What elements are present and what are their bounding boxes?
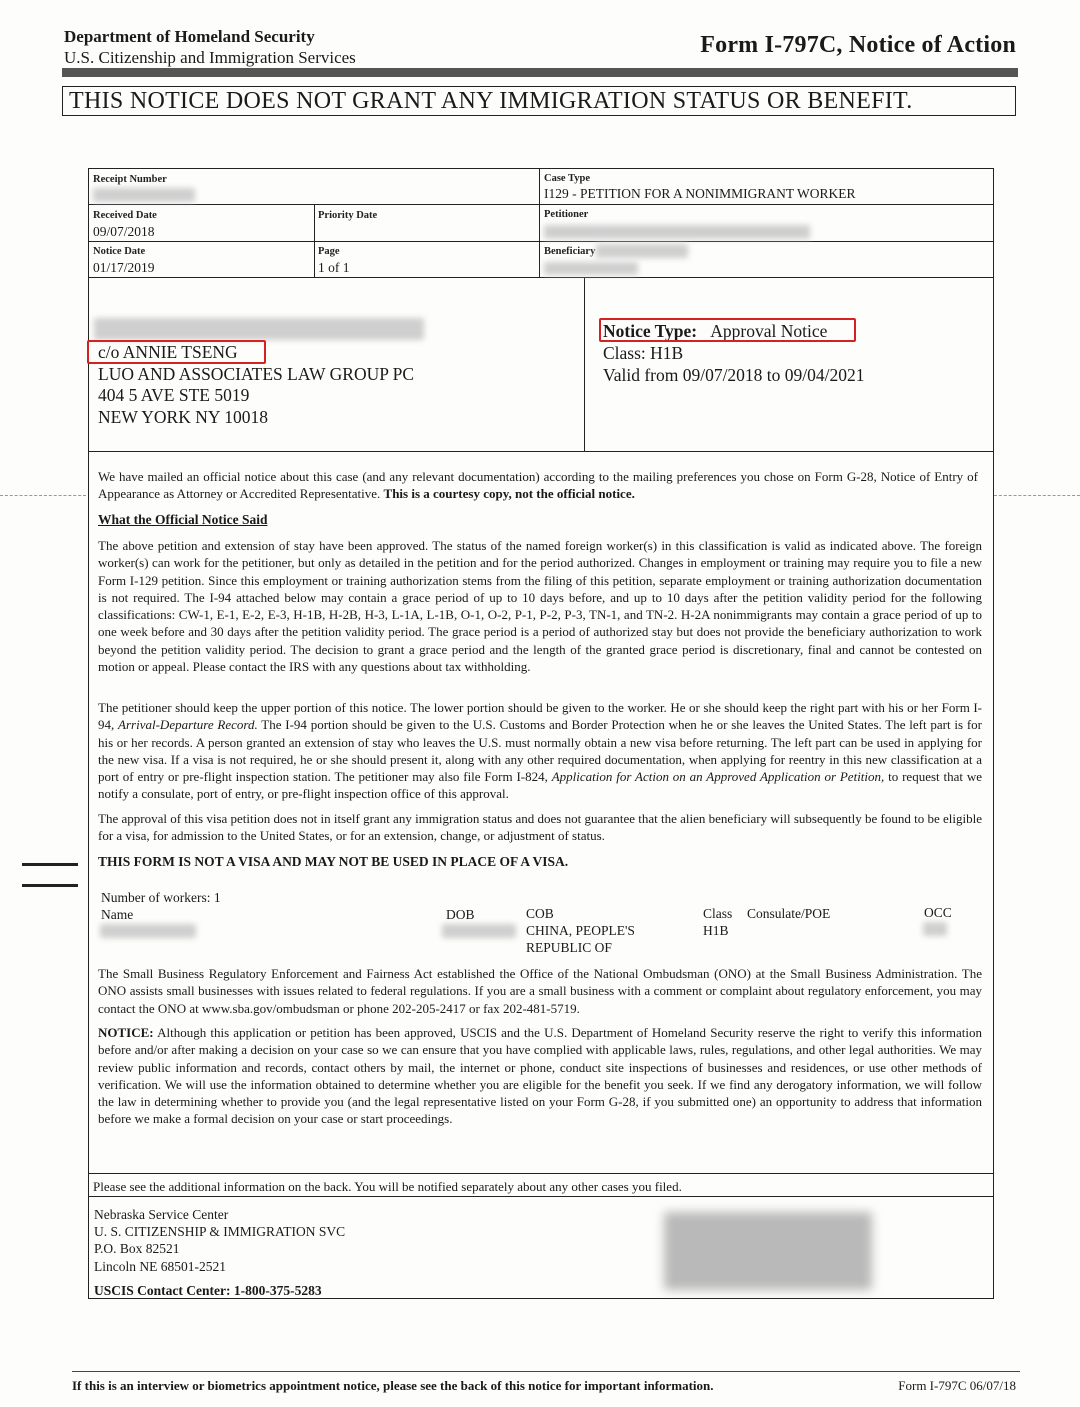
margin-tick <box>22 884 78 887</box>
agency-name: U.S. Citizenship and Immigration Services <box>64 48 356 67</box>
grid-line <box>88 1173 994 1174</box>
worker-cob-line: REPUBLIC OF <box>526 940 612 955</box>
notice-class: Class: H1B <box>603 343 684 363</box>
appointment-note: If this is an interview or biometrics appointment notice, please see the back of this notice for important information. <box>72 1378 714 1393</box>
service-center-address <box>94 1206 345 1275</box>
petitioner-text-b: The I-94 portion should be given to the U.S. Customs and Border Protection when he or she leaves the United States. The left part is for his or her records. A person granted an extension of stay who leaves the U.S. must normally obtain a new visa before returning. The left part can be used in applying for the new visa. If a visa is not required, he or she should present it, along with any other required documentation, when applying for reentry in this new classification at a port of entry or pre-flight inspection station. The petitioner may also file Form I-824, <box>98 717 983 785</box>
section-heading: What the Official Notice Said <box>98 512 268 527</box>
contact-center-line: USCIS Contact Center: 1-800-375-5283 <box>94 1283 322 1298</box>
worker-dob-label: DOB <box>446 907 475 922</box>
beneficiary-label: Beneficiary <box>544 246 596 257</box>
department-name: Department of Homeland Security <box>64 27 315 46</box>
page-value: 1 of 1 <box>318 260 350 275</box>
received-date-label: Received Date <box>93 210 157 221</box>
intro-text: We have mailed an official notice about this case (and any relevant documentation) according to the mailing preferences you chose on Form G-28, Notice of Entry of Appearance as Attorney or Accredited Representative. <box>98 469 978 502</box>
grid-line <box>314 204 315 277</box>
receipt-number-label: Receipt Number <box>93 174 167 185</box>
agency-header <box>64 26 356 68</box>
notice-date-label: Notice Date <box>93 246 146 257</box>
redacted-petitioner-name <box>94 318 424 340</box>
priority-date-label: Priority Date <box>318 210 378 221</box>
redacted-receipt-number <box>93 188 195 202</box>
redacted-worker-name <box>100 924 196 938</box>
redacted-petitioner <box>544 225 810 239</box>
notice-type-label: Notice Type: <box>603 321 698 341</box>
highlight-box <box>599 318 856 342</box>
page-label: Page <box>318 246 340 257</box>
perforation-line <box>994 495 1080 496</box>
service-center-line: U. S. CITIZENSHIP & IMMIGRATION SVC <box>94 1224 346 1240</box>
redacted-worker-dob <box>442 924 516 938</box>
grid-line <box>88 451 994 452</box>
service-center-line: Nebraska Service Center <box>94 1207 229 1222</box>
worker-occ-label: OCC <box>924 905 952 920</box>
notice-type-value: Approval Notice <box>710 321 828 341</box>
intro-paragraph <box>98 468 978 503</box>
service-center-line: P.O. Box 82521 <box>94 1241 180 1257</box>
notice-validity: Valid from 09/07/2018 to 09/04/2021 <box>603 365 865 385</box>
worker-consulate-label: Consulate/POE <box>747 906 831 921</box>
petitioner-label: Petitioner <box>544 209 589 220</box>
petitioner-paragraph <box>98 699 982 803</box>
worker-cob-line: CHINA, PEOPLE'S <box>526 923 635 938</box>
worker-cob <box>526 905 635 956</box>
verification-text: Although this application or petition has been approved, USCIS and the U.S. Department of Homeland Security reserve the right to verify this information before and/or after making a decision on your case so we can ensure that you have complied with applicable laws, rules, regulations, and other legal authorities. We may review public information and records, contact others by mail, the internet or phone, conduct site inspections of businesses and residences, or use other methods of verification. We will use the information obtained to determine whether you are eligible for the benefit you seek. If we find any derogatory information, we will follow the law in determining whether to provide you (and the legal representative listed on your Form G-28, if you submitted one) an opportunity to address that information before we make a formal decision on your case or start proceedings. <box>98 1025 982 1127</box>
highlight-box <box>87 340 266 364</box>
worker-class-value: H1B <box>703 923 729 938</box>
worker-cob-label: COB <box>526 906 554 921</box>
petitioner-text-italic: Application for Action on an Approved Application or Petition, <box>551 769 885 785</box>
redacted-beneficiary <box>544 262 638 275</box>
redacted-beneficiary <box>596 244 688 258</box>
form-edition: Form I-797C 06/07/18 <box>898 1378 1016 1393</box>
worker-name-label: Name <box>101 907 134 922</box>
notice-date-value: 01/17/2019 <box>93 260 155 275</box>
perforation-line <box>0 495 86 496</box>
street-line: 404 5 AVE STE 5019 <box>98 385 250 405</box>
firm-line: LUO AND ASSOCIATES LAW GROUP PC <box>98 363 415 384</box>
verification-paragraph <box>98 1024 982 1128</box>
city-line: NEW YORK NY 10018 <box>98 406 268 427</box>
notice-label: NOTICE: <box>98 1025 154 1040</box>
ombudsman-paragraph: The Small Business Regulatory Enforcement and Fairness Act established the Office of the National Ombudsman (ONO) at the Small Business Administration. The ONO assists small businesses with issues related to federal regulations. If you are a small business with a comment or complaint about regulatory enforcement, you may contact the ONO at www.sba.gov/ombudsman or phone 202-205-2417 or fax 202-481-5719. <box>98 966 982 1016</box>
margin-tick <box>22 863 78 866</box>
received-date-value: 09/07/2018 <box>93 224 155 239</box>
petitioner-text-italic: Arrival-Departure Record. <box>118 717 258 733</box>
care-of-line: c/o ANNIE TSENG <box>98 342 238 362</box>
case-type-label: Case Type <box>544 173 590 184</box>
grid-line <box>539 168 540 277</box>
grid-line <box>88 241 994 242</box>
case-type-value: I129 - PETITION FOR A NONIMMIGRANT WORKER <box>544 186 856 201</box>
approval-paragraph: The above petition and extension of stay have been approved. The status of the named foreign worker(s) in this classification is valid as indicated above. The foreign worker(s) can work for the petitioner, but only as detailed in the petition and for the period authorized. Changes in employment or training may require you to file a new Form I-129 petition. Since this employment or training authorization stems from the filing of this petition, separate employment or training authorization documentation is not required. The I-94 attached below may contain a grace period of up to 10 days before, and up to 10 days after the petition validity period for the following classifications: CW-1, E-1, E-2, E-3, H-1B, H-2B, H-3, L-1A, L-1B, O-1, O-2, P-1, P-2, P-3, TN-1, and TN-2. H-2A nonimmigrants may contain a grace period of up to one week before and 30 days after the petition validity period. The grace period is a period of authorized stay but does not provide the beneficiary authorization to work beyond the petition validity period. The decision to grant a grace period and the length of the granted grace period is discretionary, final and cannot be contested on motion or appeal. Please contact the IRS with any questions about tax withholding. <box>98 538 982 675</box>
grid-line <box>584 277 585 451</box>
redacted-barcode <box>664 1212 872 1290</box>
not-a-visa-notice: THIS FORM IS NOT A VISA AND MAY NOT BE USED IN PLACE OF A VISA. <box>98 854 569 869</box>
grid-line <box>88 204 994 205</box>
form-title: Form I-797C, Notice of Action <box>700 32 1016 58</box>
grid-line <box>88 1196 994 1197</box>
status-banner: THIS NOTICE DOES NOT GRANT ANY IMMIGRATION STATUS OR BENEFIT. <box>62 86 1016 116</box>
worker-class-label: Class <box>703 906 733 921</box>
redacted-worker-occ <box>923 922 947 936</box>
worker-class <box>703 905 732 939</box>
additional-info-line: Please see the additional information on the back. You will be notified separately about any other cases you filed. <box>93 1179 682 1194</box>
status-paragraph: The approval of this visa petition does not in itself grant any immigration status and does not guarantee that the alien beneficiary will subsequently be found to be eligible for a visa, for admission to the United States, or for an extension, change, or adjustment of status. <box>98 811 982 844</box>
bottom-rule <box>72 1371 1020 1372</box>
courtesy-copy-note: This is a courtesy copy, not the official notice. <box>383 486 635 502</box>
petitioner-text-a: The petitioner should keep the upper portion of this notice. The lower portion should be given to the worker. He or she should keep the right part with his or her Form I-94, <box>98 700 982 733</box>
service-center-line: Lincoln NE 68501-2521 <box>94 1258 226 1274</box>
petitioner-text-c: to request that we notify a consulate, port of entry, or pre-flight inspection office of this approval. <box>98 769 983 802</box>
grid-line <box>88 277 994 278</box>
worker-count: Number of workers: 1 <box>101 890 221 905</box>
header-rule <box>62 68 1018 77</box>
